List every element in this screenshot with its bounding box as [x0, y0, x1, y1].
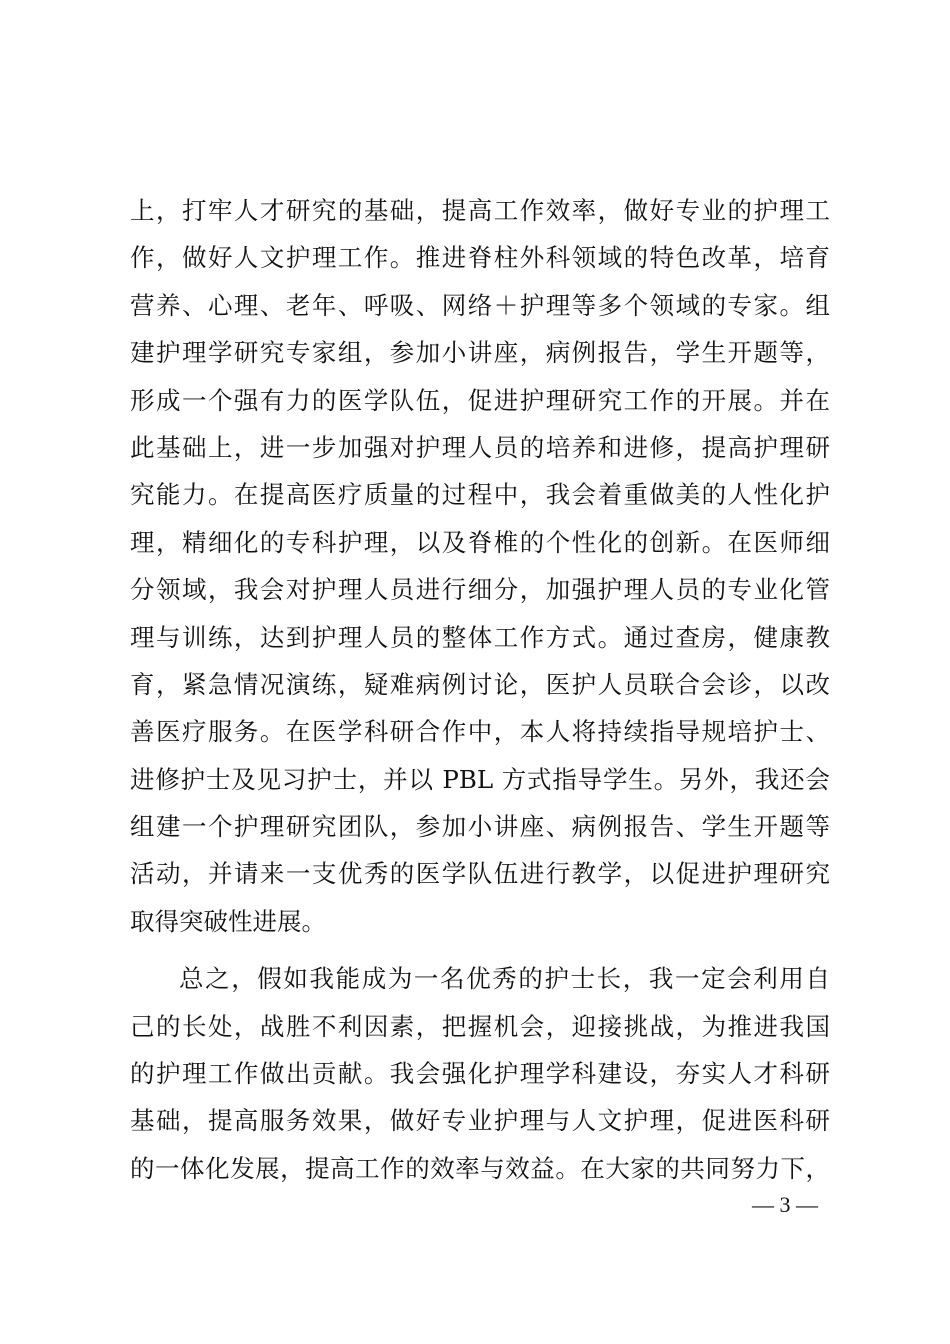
text-line: 总之，假如我能成为一名优秀的护士长，我一定会利用自: [179, 964, 830, 994]
text-line: 营养、心理、老年、呼吸、网络＋护理等多个领域的专家。组: [130, 290, 830, 320]
body-text: [130, 187, 830, 1192]
paragraph-gap: [130, 945, 830, 955]
text-line: 形成一个强有力的医学队伍，促进护理研究工作的开展。并在: [130, 385, 830, 415]
text-line: 善医疗服务。在医学科研合作中，本人将持续指导规培护士、: [130, 717, 830, 747]
text-line: 育，紧急情况演练，疑难病例讨论，医护人员联合会诊，以改: [130, 669, 830, 699]
text-line: 分领域，我会对护理人员进行细分，加强护理人员的专业化管: [130, 575, 830, 605]
text-line: 作，做好人文护理工作。推进脊柱外科领域的特色改革，培育: [130, 243, 830, 273]
text-line: 此基础上，进一步加强对护理人员的培养和进修，提高护理研: [130, 432, 830, 462]
text-line: 上，打牢人才研究的基础，提高工作效率，做好专业的护理工: [130, 196, 830, 225]
text-line: 取得突破性进展。: [130, 906, 326, 936]
text-line: 进修护士及见习护士，并以 PBL 方式指导学生。另外，我还会: [130, 764, 830, 794]
text-line: 的护理工作做出贡献。我会强化护理学科建设，夯实人才科研: [130, 1059, 830, 1089]
text-line: 活动，并请来一支优秀的医学队伍进行教学，以促进护理研究: [130, 859, 830, 889]
text-line: 组建一个护理研究团队，参加小讲座、病例报告、学生开题等: [130, 812, 830, 842]
paragraph-1: [130, 187, 830, 945]
text-line: 理与训练，达到护理人员的整体工作方式。通过查房，健康教: [130, 622, 830, 652]
text-line: 己的长处，战胜不利因素，把握机会，迎接挑战，为推进我国: [130, 1011, 830, 1041]
page-number: — 3 —: [752, 1192, 818, 1217]
text-line: 建护理学研究专家组，参加小讲座，病例报告，学生开题等，: [130, 338, 830, 368]
text-line: 究能力。在提高医疗质量的过程中，我会着重做美的人性化护: [130, 480, 830, 510]
text-line: 基础，提高服务效果，做好专业护理与人文护理，促进医科研: [130, 1106, 830, 1136]
text-line: 理，精细化的专科护理，以及脊椎的个性化的创新。在医师细: [130, 527, 830, 557]
paragraph-2: [130, 955, 830, 1192]
text-line: 的一体化发展，提高工作的效率与效益。在大家的共同努力下，: [130, 1153, 830, 1183]
